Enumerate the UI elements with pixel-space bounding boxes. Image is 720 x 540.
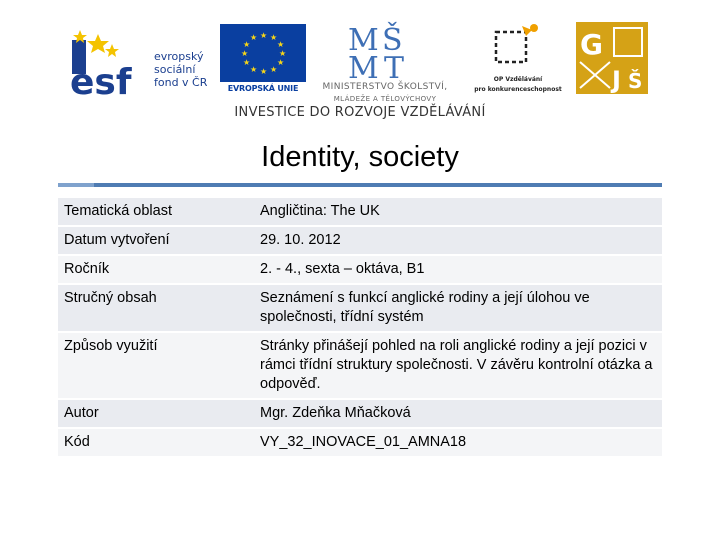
row-value: Seznámení s funkcí anglické rodiny a její úlohou ve společnosti, třídní systém [254,285,662,331]
logo-banner [0,0,720,130]
table-row [58,333,662,398]
svg-text:★: ★ [279,49,287,58]
row-label: Datum vytvoření [58,227,254,254]
msmt-logo [310,20,460,108]
svg-text:★: ★ [241,49,249,58]
op-mark-icon [482,22,542,76]
svg-text:★: ★ [250,65,258,74]
table-row [58,256,662,283]
title-divider [58,183,662,187]
svg-text:Š: Š [628,69,643,93]
row-value: 29. 10. 2012 [254,227,662,254]
esf-logo [66,22,216,104]
svg-text:M: M [348,23,379,58]
svg-text:★: ★ [270,65,278,74]
info-table [58,196,662,458]
eu-label: EVROPSKÁ UNIE [227,84,299,93]
esf-mark-icon [68,30,152,100]
row-label: Kód [58,429,254,456]
page-title: Identity, society [261,141,459,173]
table-row [58,429,662,456]
svg-text:★: ★ [277,40,285,49]
row-value: Angličtina: The UK [254,198,662,225]
school-logo [576,22,648,94]
table-row [58,285,662,331]
svg-text:★: ★ [270,33,278,42]
svg-text:★: ★ [250,33,258,42]
eu-flag-icon [220,24,306,82]
op-label-line1: OP Vzdělávání [493,76,543,83]
svg-text:★: ★ [243,40,251,49]
table-row [58,400,662,427]
msmt-mark-icon [346,20,422,80]
svg-text:M: M [348,51,379,80]
svg-text:T: T [384,51,405,80]
svg-text:★: ★ [277,58,285,67]
row-label: Ročník [58,256,254,283]
op-logo [472,22,564,104]
svg-text:★: ★ [260,67,268,76]
row-value: 2. - 4., sexta – oktáva, B1 [254,256,662,283]
table-row [58,198,662,225]
row-label: Způsob využití [58,333,254,398]
msmt-label-line1: MINISTERSTVO ŠKOLSTVÍ, [322,82,448,92]
school-crest-icon [576,22,648,94]
svg-text:J: J [612,66,621,94]
svg-text:Š: Š [382,23,403,58]
row-label: Tematická oblast [58,198,254,225]
investice-banner: INVESTICE DO ROZVOJE VZDĚLÁVÁNÍ [234,105,486,120]
msmt-label-line2: MLÁDEŽE A TĚLOVÝCHOVY [333,95,437,103]
op-label-line2: pro konkurenceschopnost [474,86,562,93]
svg-text:★: ★ [243,58,251,67]
title-divider-accent [58,183,94,187]
table-row [58,227,662,254]
row-label: Autor [58,400,254,427]
svg-text:esf: esf [70,62,132,100]
svg-text:★: ★ [260,31,268,40]
eu-logo [220,24,306,97]
row-label: Stručný obsah [58,285,254,331]
row-value: Mgr. Zdeňka Mňačková [254,400,662,427]
row-value: VY_32_INOVACE_01_AMNA18 [254,429,662,456]
row-value: Stránky přinášejí pohled na roli anglické rodiny a její pozici v rámci třídní struktury společnosti. V závěru kontrolní otázka a odpověď. [254,333,662,398]
esf-label: evropský sociální fond v ČR [154,50,208,89]
svg-text:G: G [580,28,603,61]
